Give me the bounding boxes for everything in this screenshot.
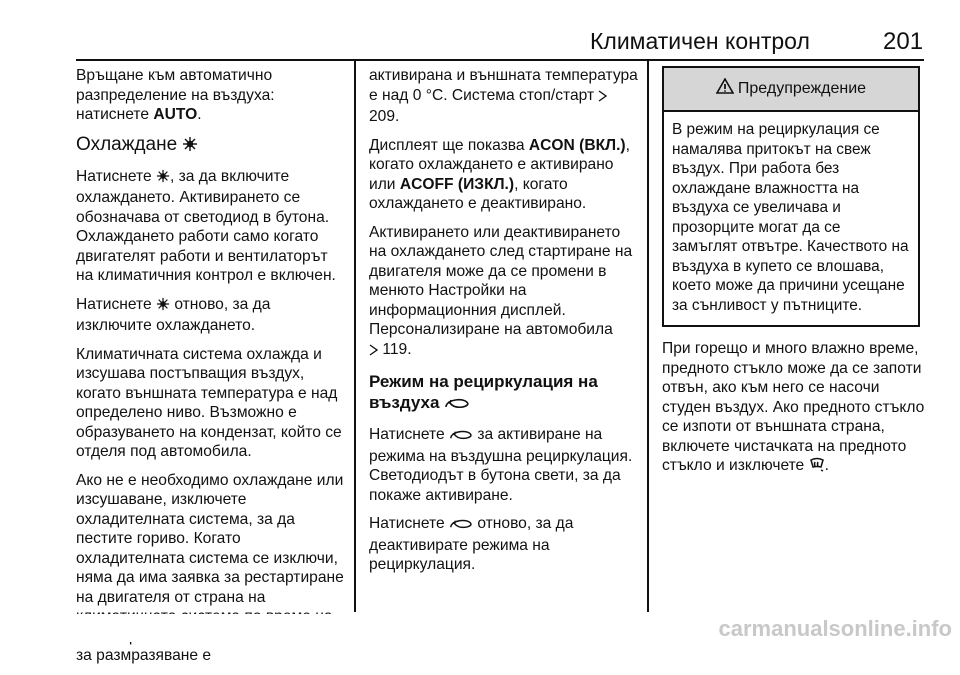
page-title: Климатичен контрол — [590, 28, 810, 54]
column-divider-1 — [354, 60, 356, 612]
watermark: carmanualsonline.info — [718, 616, 952, 641]
section-heading-cooling: Охлаждане — [76, 134, 348, 158]
paragraph: Връщане към автоматично разпределение на въздуха: натиснете AUTO. — [76, 67, 275, 123]
snowflake-icon — [156, 169, 170, 189]
page-number: 201 — [883, 28, 924, 55]
windscreen-defrost-icon — [809, 457, 825, 478]
header-rule — [76, 59, 924, 61]
paragraph: Натиснете , за да включите охлаждането. Активирането се обозначава от светодиод в бутона. Охлаждането работи само когато двигателят работи и вентилаторът на климатичния контрол е включен. — [76, 167, 336, 284]
paragraph: Натиснете отново, за да изключите охлаждането. — [76, 295, 271, 334]
paragraph: Климатичната система охлажда и изсушава постъпващия въздух, когато външната температура е над определено ниво. Възможно е образуването на кондензат, който се отделя под автомобила. — [76, 345, 342, 460]
column-divider-2 — [647, 60, 649, 612]
paragraph: активирана и външната температура е над 0 °C. Система стоп/старт 209. — [369, 67, 638, 125]
paragraph: Дисплеят ще показва ACON (ВКЛ.), когато охлаждането е активирано или ACOFF (ИЗКЛ.), когато охлаждането е деактивирано. — [369, 136, 630, 212]
page-ref-arrow-icon — [369, 342, 378, 362]
recirculation-icon — [449, 516, 473, 536]
section-heading-recirculation: Режим на рециркулация на въздуха — [369, 371, 641, 415]
recirculation-icon — [449, 427, 473, 447]
page-reference[interactable]: 119 — [382, 340, 408, 358]
footer — [0, 614, 960, 642]
paragraph: При горещо и много влажно време, предното стъкло може да се запоти отвън, ако към него се насочи студен въздух. Ако предното стъкло се изпоти от външната страна, включете чистачката на предното стъкло и изключете . — [662, 339, 930, 478]
paragraph: Ако не е необходимо охлаждане или изсушаване, изключете охладителната система, за да пестите гориво. Когато охладителната система се изключи, няма да има заявка за рестартиране на двигателя от страна на за размразяване е — [76, 471, 344, 664]
paragraph: Натиснете за активиране на режима на въздушна рециркулация. Светодиодът в бутона свети, за да покаже активиране. — [369, 426, 633, 504]
column-3 — [662, 66, 930, 487]
column-2 — [369, 66, 641, 584]
page-reference[interactable]: 209 — [369, 108, 396, 125]
warning-box — [662, 66, 920, 327]
page-header — [0, 0, 960, 60]
warning-header — [664, 68, 918, 110]
column-1 — [76, 66, 348, 675]
snowflake-icon — [156, 297, 170, 317]
warning-text: В режим на рециркулация се намалява притокът на свеж въздух. При работа без охлаждане влажността на въздуха се увеличава и прозорците могат да се замъглят отвътре. Качеството на въздуха в купето се влошава, което може да причини усещане за сънливост у пътниците. — [664, 110, 918, 325]
paragraph: Активирането или деактивирането на охлаждането след стартиране на двигателя може да се промени в менюто Настройки на информационния дисплей. Персонализиране на автомобила 119. — [369, 223, 641, 362]
paragraph: Натиснете отново, за да деактивирате режима на рециркулация. — [369, 515, 574, 573]
warning-title: Предупреждение — [737, 80, 867, 98]
page-ref-arrow-icon — [598, 88, 607, 108]
snowflake-icon — [182, 136, 198, 158]
recirculation-icon — [444, 394, 470, 415]
warning-triangle-icon — [716, 78, 734, 100]
